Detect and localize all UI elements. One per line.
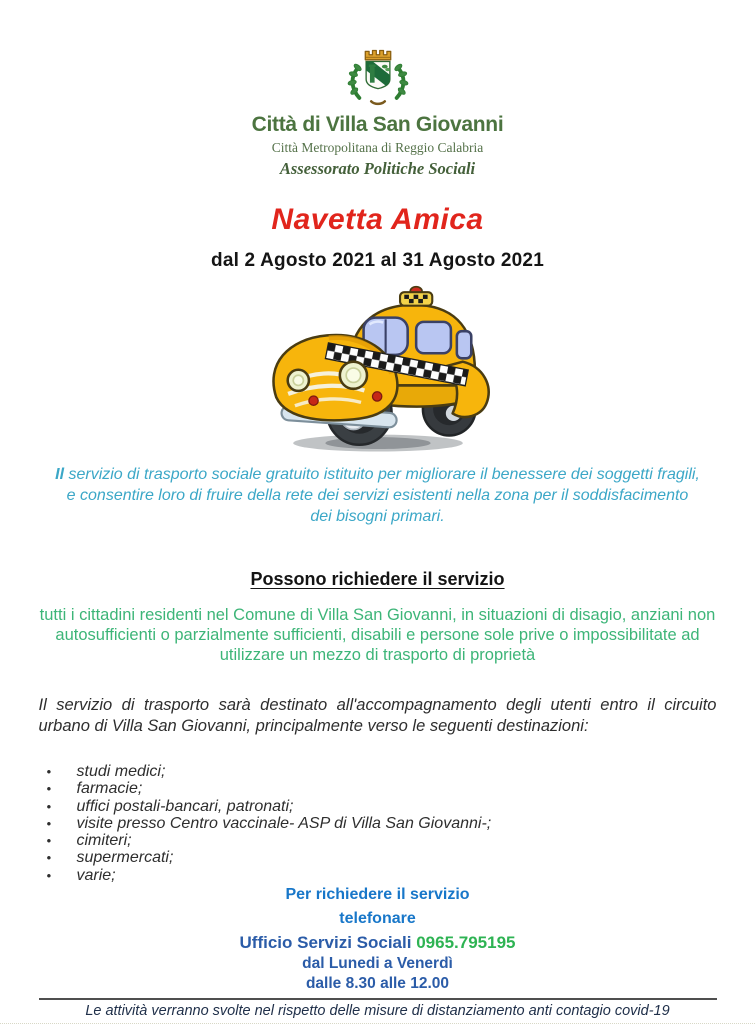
list-item: • visite presso Centro vaccinale- ASP di Villa San Giovanni-;	[47, 815, 725, 832]
intro-paragraph	[55, 464, 700, 527]
destinations-list	[31, 763, 725, 884]
list-item: • studi medici;	[47, 763, 725, 780]
footer-divider	[39, 998, 717, 1019]
coat-of-arms-icon	[334, 42, 422, 108]
metro-subtitle: Città Metropolitana di Reggio Calabria	[271, 140, 484, 156]
list-item: • supermercati;	[47, 849, 725, 866]
taxi-illustration	[228, 282, 528, 456]
crest-tower	[369, 66, 374, 83]
service-hours: dalle 8.30 alle 12.00	[305, 975, 450, 992]
program-title: Navetta Amica	[271, 203, 484, 237]
taxi-roof-sign-icon	[400, 287, 432, 306]
eligibility-heading: Possono richiedere il servizio	[250, 568, 505, 589]
contact-office-line	[240, 933, 516, 953]
list-item: • varie;	[47, 867, 725, 884]
destinations-intro: Il servizio di trasporto sarà destinato all'accompagnamento degli utenti entro il circuito urbano di Villa San Giovanni, principalmente verso le seguenti destinazioni:	[38, 696, 717, 736]
crest-crown	[365, 50, 390, 59]
department-subtitle: Assessorato Politiche Sociali	[279, 159, 476, 179]
city-title: Città di Villa San Giovanni	[251, 113, 504, 137]
phone-number: 0965.795195	[416, 933, 516, 952]
office-label: Ufficio Servizi Sociali	[239, 933, 412, 952]
contact-block	[240, 886, 516, 993]
intro-lead: Il	[55, 465, 65, 483]
date-range: dal 2 Agosto 2021 al 31 Agosto 2021	[211, 250, 544, 272]
list-item: • uffici postali-bancari, patronati;	[47, 798, 725, 815]
service-days: dal Lunedi a Venerdì	[302, 955, 453, 972]
eligibility-paragraph: tutti i cittadini residenti nel Comune di Villa San Giovanni, in situazioni di disagio, anziani non autosufficienti o parzialmente sufficienti, disabili e persone sole prive o impossibilitate ad utilizzare un mezzo di trasporto di proprietà	[39, 605, 716, 664]
list-item: • cimiteri;	[47, 832, 725, 849]
intro-body: servizio di trasporto sociale gratuito istituito per migliorare il benessere dei soggetti fragili, e consentire loro di fruire della rete dei servizi esistenti nella zona per il soddisfacimento dei bisogni primari.	[66, 465, 700, 525]
contact-action-line: telefonare	[339, 910, 416, 927]
list-item: • farmacie;	[47, 780, 725, 797]
covid-note: Le attività verranno svolte nel rispetto delle misure di distanziamento anti contagio covid-19	[85, 1003, 670, 1019]
contact-request-line: Per richiedere il servizio	[285, 886, 470, 903]
